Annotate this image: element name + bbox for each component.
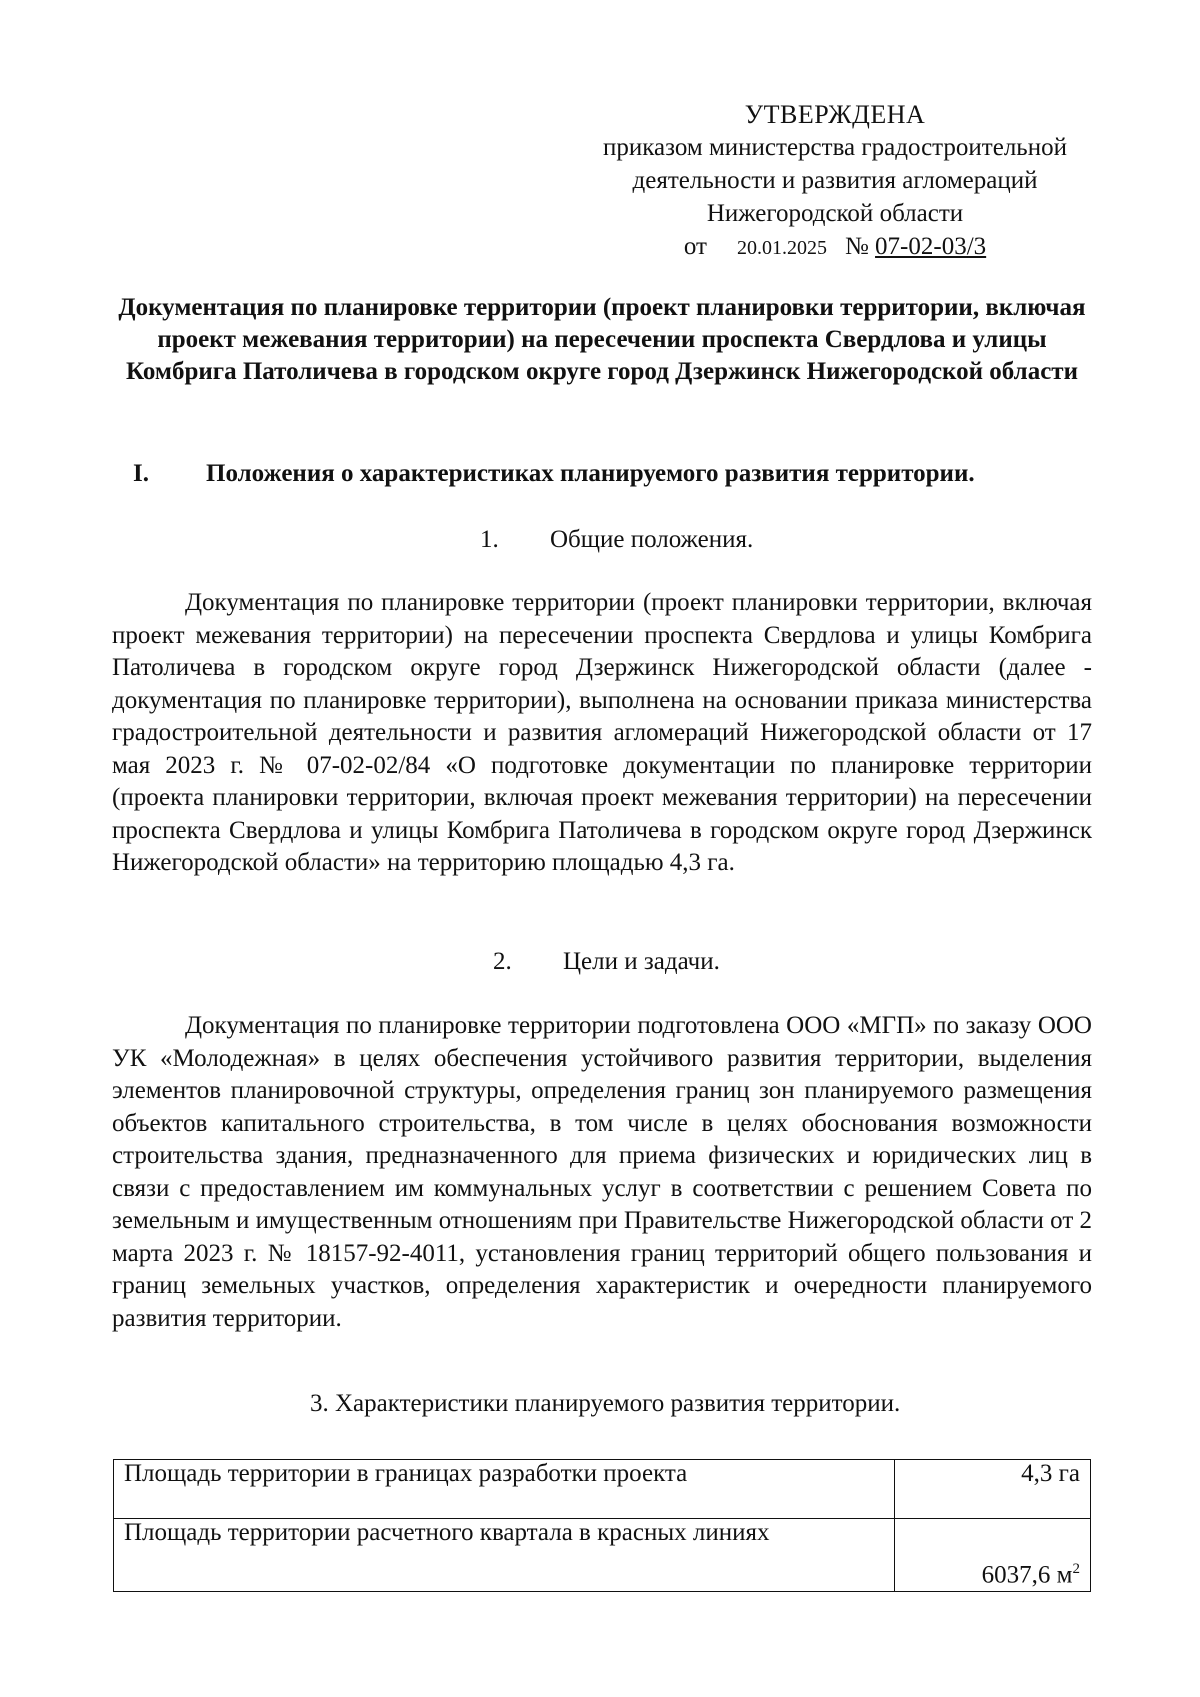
document-title: Документация по планировке территории (проект планировки территории, включая проект межевания территории) на пересечении проспекта Свердлова и улицы Комбрига Патоличева в городском округе город Дзержинск Нижегородской области [118,294,1086,385]
approval-line-3: Нижегородской области [706,200,964,227]
section-title: Положения о характеристиках планируемого развития территории. [206,460,975,487]
subsection-1-title: Общие положения. [550,526,754,553]
subsection-2-title: Цели и задачи. [563,948,720,975]
subsection-1-number: 1. [480,526,499,553]
subsection-2-heading [493,946,720,978]
subsection-3-heading: 3. Характеристики планируемого развития территории. [310,1390,901,1417]
section-heading [133,458,1093,490]
table-cell-value [895,1519,1091,1592]
approval-date: 20.01.2025 [736,237,827,259]
approval-line-2: деятельности и развития агломераций [632,167,1038,194]
table-cell-value: 4,3 га [895,1460,1091,1519]
table-row [114,1519,1091,1592]
table-cell-label: Площадь территории расчетного квартала в красных линиях [114,1519,895,1592]
subsection-1-text: Документация по планировке территории (проект планировки территории, включая проект межевания территории) на пересечении проспекта Свердлова и улицы Комбрига Патоличева в городском округе город Дзержинск Нижегородской области (далее - документация по планировке территории), выполнена на основании приказа министерства градостроительной деятельности и развития агломераций Нижегородской области от 17 мая 2023 г. № 07-02-02/84 «О подготовке документации по планировке территории (проекта планировки территории, включая проект межевания территории) на пересечении проспекта Свердлова и улицы Комбрига Патоличева в городском округе город Дзержинск Нижегородской области» на территорию площадью 4,3 га. [112,589,1092,876]
from-label: от [683,233,707,260]
approval-number-line [540,230,1130,265]
table-row [114,1460,1091,1519]
approval-title: УТВЕРЖДЕНА [744,100,926,129]
characteristics-table [113,1459,1091,1592]
area-value: 6037,6 м [981,1561,1073,1588]
subsection-1-heading [480,524,753,556]
approval-number: 07-02-03/3 [875,233,987,260]
subsection-2-text: Документация по планировке территории подготовлена ООО «МГП» по заказу ООО УК «Молодежная» в целях обеспечения устойчивого развития территории, выделения элементов планировочной структуры, определения границ зон планируемого размещения объектов капитального строительства, в том числе в целях обоснования возможности строительства здания, предназначенного для приема физических и юридических лиц в связи с предоставлением им коммунальных услуг в соответствии с решением Совета по земельным и имущественным отношениям при Правительстве Нижегородской области от 2 марта 2023 г. № 18157-92-4011, установления границ территорий общего пользования и границ земельных участков, определения характеристик и очередности планируемого развития территории. [112,1012,1092,1332]
number-label: № [844,233,869,260]
approval-stamp [540,98,1130,265]
table-cell-label: Площадь территории в границах разработки проекта [114,1460,895,1519]
area-unit-superscript: 2 [1072,1560,1080,1577]
subsection-2-number: 2. [493,948,512,975]
approval-line-1: приказом министерства градостроительной [603,134,1067,161]
section-number: I. [133,460,149,487]
